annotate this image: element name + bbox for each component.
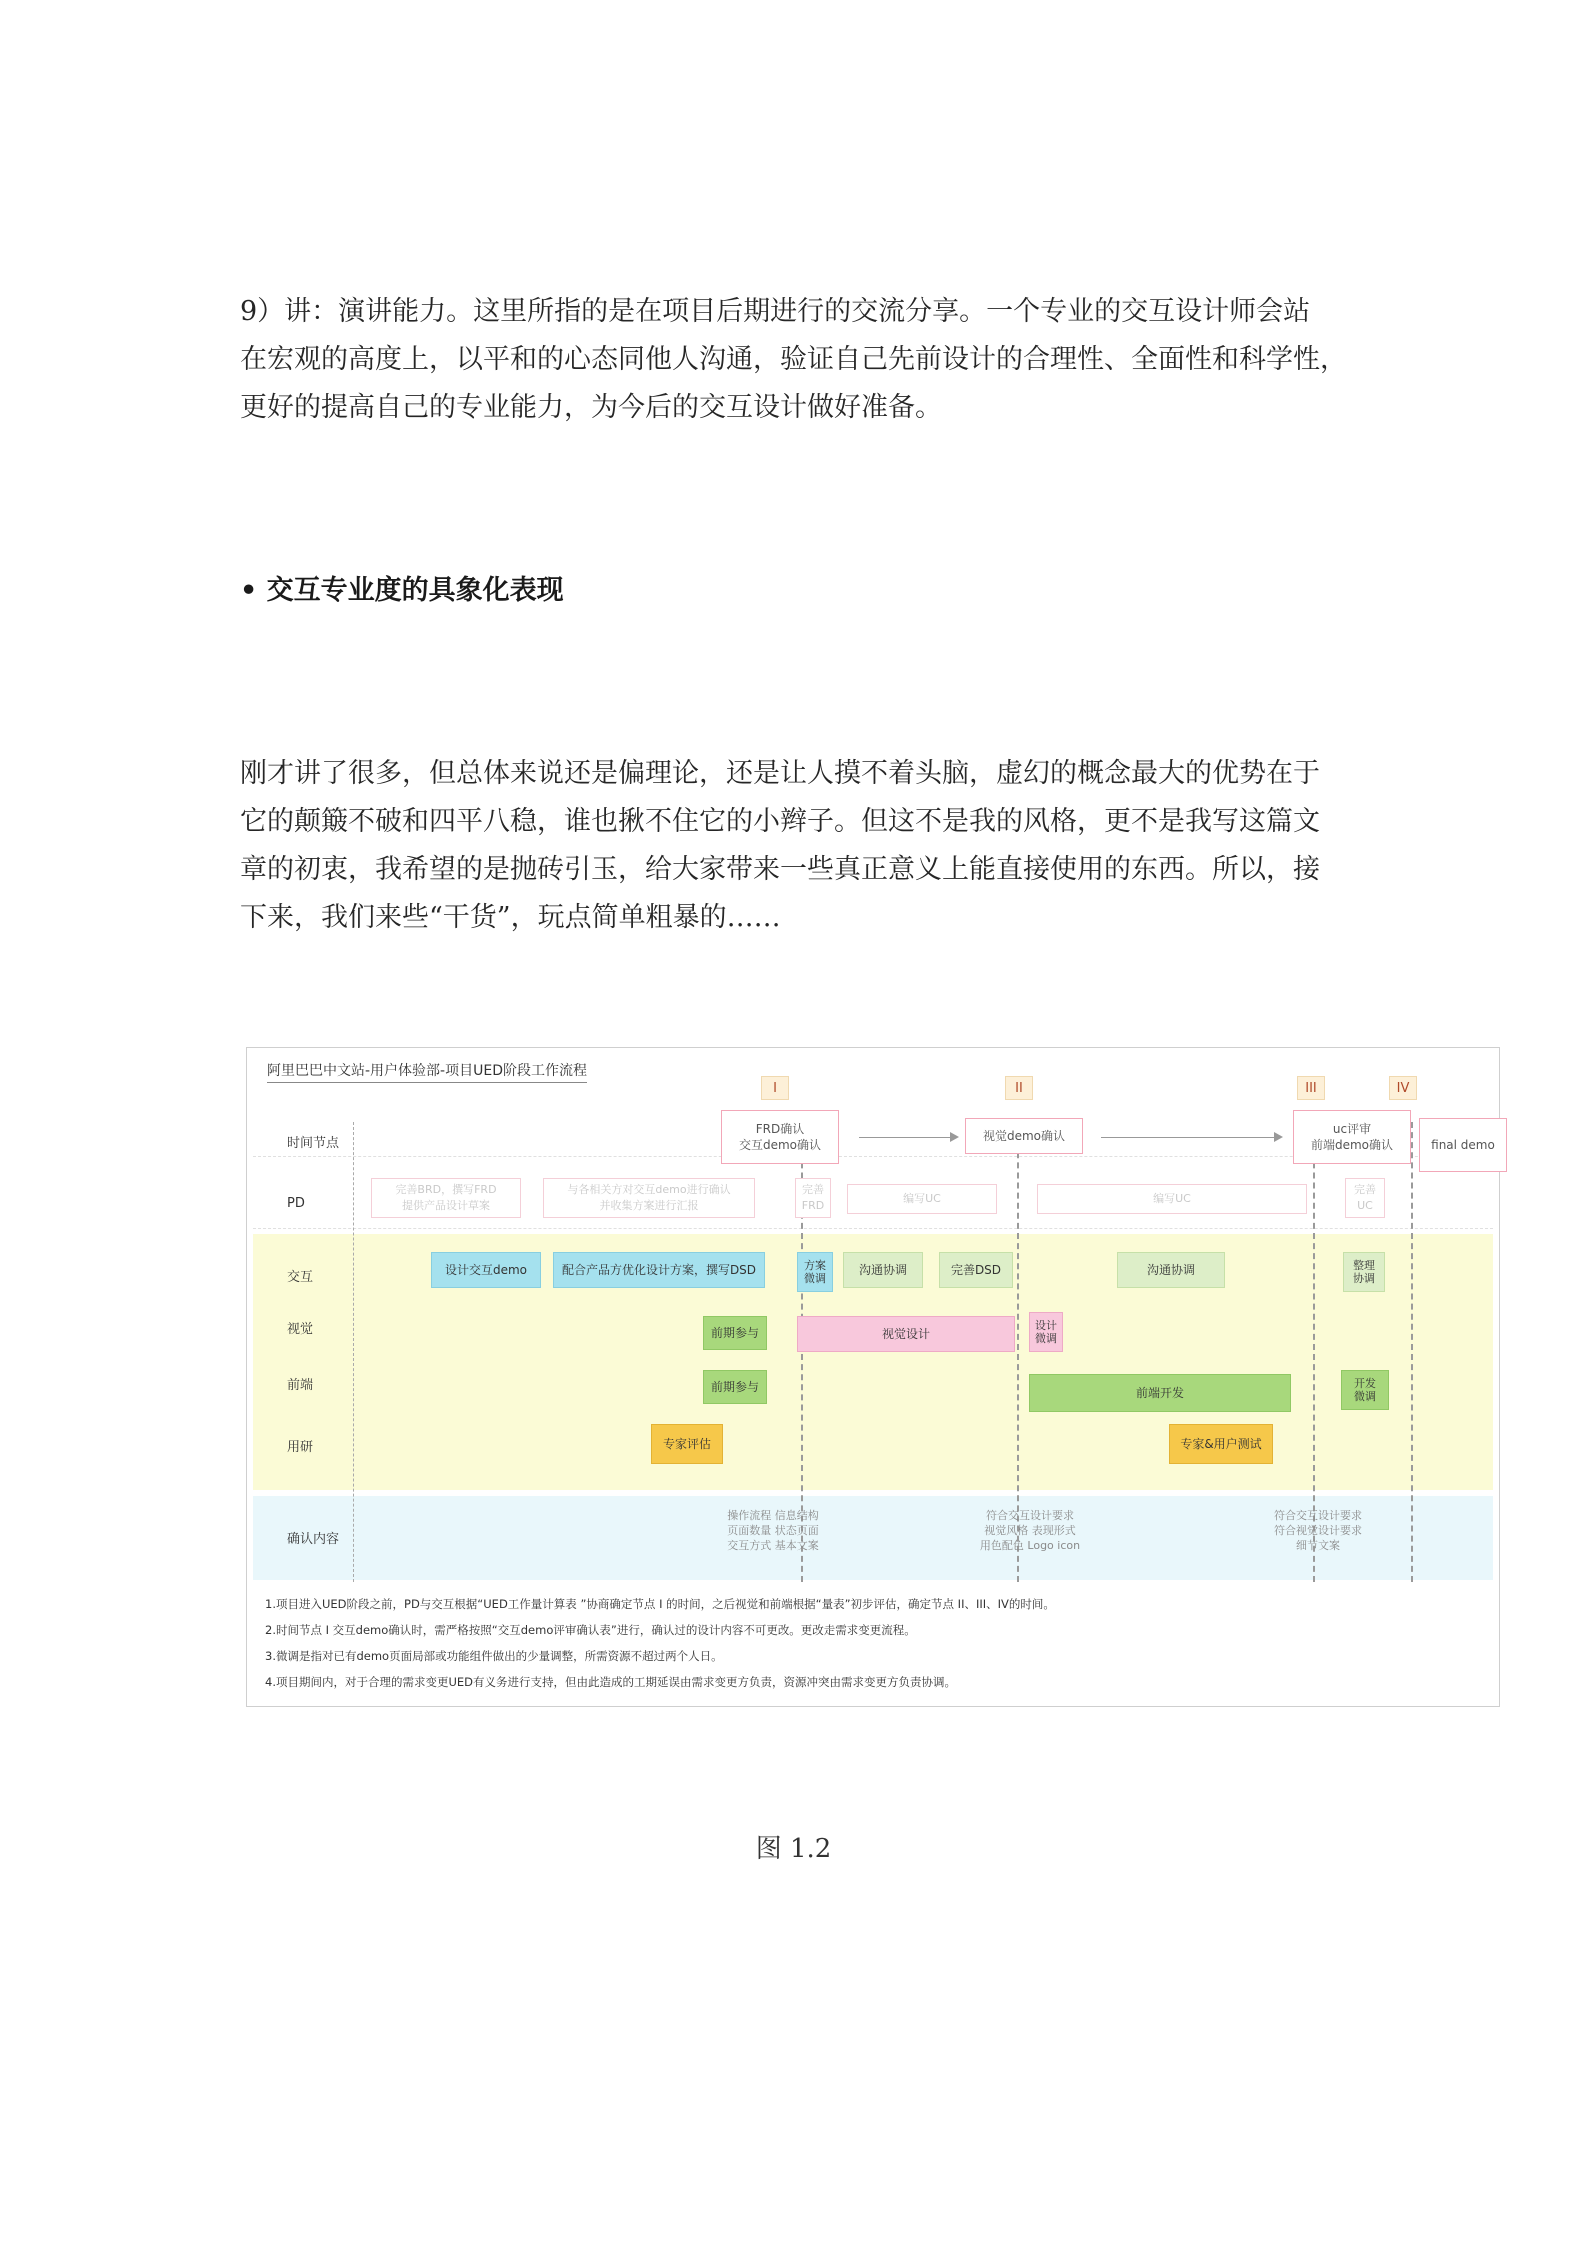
pd-task: 与各相关方对交互demo进行确认 并收集方案进行汇报: [543, 1178, 755, 1218]
phase-line: [1411, 1122, 1413, 1582]
visual-task: 视觉设计: [797, 1316, 1015, 1352]
row-label-visual: 视觉: [287, 1322, 314, 1337]
milestone-uc: uc评审 前端demo确认: [1293, 1110, 1411, 1164]
research-task: 专家&用户测试: [1169, 1424, 1273, 1464]
text-line: 它的颠簸不破和四平八稳，谁也揪不住它的小辫子。但这不是我的风格，更不是我写这篇文: [240, 806, 1320, 837]
text-line: 章的初衷，我希望的是抛砖引玉，给大家带来一些真正意义上能直接使用的东西。所以，接: [240, 854, 1320, 885]
workflow-figure: [246, 1047, 1500, 1707]
row-divider: [253, 1228, 1493, 1229]
interaction-task: 配合产品方优化设计方案，撰写DSD: [553, 1252, 765, 1288]
interaction-task: 方案 微调: [797, 1252, 833, 1292]
frontend-task: 前端开发: [1029, 1374, 1291, 1412]
confirm-content: 符合交互设计要求 视觉风格 表现形式 用色配色 Logo icon: [979, 1508, 1081, 1552]
row-label-frontend: 前端: [287, 1378, 314, 1393]
interaction-task: 整理 协调: [1343, 1252, 1385, 1292]
figure-title: 阿里巴巴中文站-用户体验部-项目UED阶段工作流程: [267, 1060, 587, 1083]
figure-note: 3.微调是指对已有demo页面局部或功能组件做出的少量调整，所需资源不超过两个人日。: [265, 1649, 723, 1663]
arrow-icon: [1101, 1137, 1281, 1138]
row-label-timeline: 时间节点: [287, 1136, 340, 1151]
section-heading: • 交互专业度的具象化表现: [240, 575, 564, 606]
paragraph-intro: [240, 750, 1360, 942]
row-label-confirm: 确认内容: [287, 1532, 340, 1547]
visual-task: 前期参与: [703, 1316, 767, 1350]
frontend-task: 开发 微调: [1341, 1370, 1389, 1410]
pd-task: 完善BRD，撰写FRD 提供产品设计草案: [371, 1178, 521, 1218]
pd-task: 完善 FRD: [795, 1178, 831, 1218]
figure-note: 1.项目进入UED阶段之前，PD与交互根据“UED工作量计算表 ”协商确定节点 I 的时间，之后视觉和前端根据“量表”初步评估，确定节点 II、III、IV的时间。: [265, 1597, 1055, 1611]
phase-marker-4: IV: [1389, 1076, 1417, 1100]
figure-note: 4.项目期间内，对于合理的需求变更UED有义务进行支持，但由此造成的工期延误由需求变更方负责，资源冲突由需求变更方负责协调。: [265, 1675, 957, 1689]
figure-caption: 图 1.2: [755, 1834, 832, 1864]
pd-task: 编写UC: [847, 1184, 997, 1214]
text-line: 下来，我们来些“干货”，玩点简单粗暴的……: [240, 902, 781, 933]
phase-marker-3: III: [1297, 1076, 1325, 1100]
row-label-pd: PD: [287, 1196, 305, 1211]
pd-task: 编写UC: [1037, 1184, 1307, 1214]
phase-marker-2: II: [1005, 1076, 1033, 1100]
figure-note: 2.时间节点 I 交互demo确认时，需严格按照“交互demo评审确认表”进行，确认过的设计内容不可更改。更改走需求变更流程。: [265, 1623, 916, 1637]
row-label-research: 用研: [287, 1440, 314, 1455]
text-line: 刚才讲了很多，但总体来说还是偏理论，还是让人摸不着头脑，虚幻的概念最大的优势在于: [240, 758, 1320, 789]
milestone-visual: 视觉demo确认: [965, 1118, 1083, 1154]
text-line: 在宏观的高度上，以平和的心态同他人沟通，验证自己先前设计的合理性、全面性和科学性，: [240, 344, 1347, 375]
label-divider: [353, 1122, 354, 1582]
interaction-task: 沟通协调: [1117, 1252, 1225, 1288]
frontend-task: 前期参与: [703, 1370, 767, 1404]
text-line: 更好的提高自己的专业能力，为今后的交互设计做好准备。: [240, 392, 942, 423]
visual-task: 设计 微调: [1029, 1312, 1063, 1352]
phase-marker-1: I: [761, 1076, 789, 1100]
milestone-frd: FRD确认 交互demo确认: [721, 1110, 839, 1164]
interaction-task: 完善DSD: [939, 1252, 1013, 1288]
row-label-interaction: 交互: [287, 1270, 314, 1285]
interaction-task: 沟通协调: [843, 1252, 923, 1288]
pd-task: 完善 UC: [1345, 1178, 1385, 1218]
arrow-icon: [859, 1137, 957, 1138]
research-task: 专家评估: [651, 1424, 723, 1464]
confirm-content: 操作流程 信息结构 页面数量 状态页面 交互方式 基本文案: [727, 1508, 819, 1552]
confirm-content: 符合交互设计要求 符合视觉设计要求 细节文案: [1274, 1508, 1362, 1552]
interaction-task: 设计交互demo: [431, 1252, 541, 1288]
text-line: 9）讲：演讲能力。这里所指的是在项目后期进行的交流分享。一个专业的交互设计师会站: [240, 296, 1311, 327]
paragraph-speaking: [240, 288, 1360, 432]
milestone-final: final demo: [1419, 1118, 1507, 1172]
